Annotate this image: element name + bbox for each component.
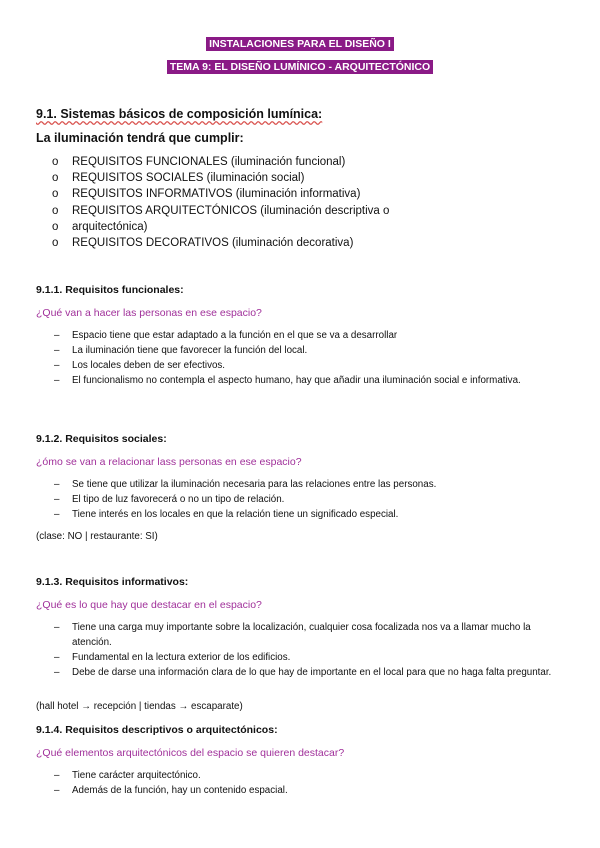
list-item: – Además de la función, hay un contenido espacial.	[54, 785, 288, 796]
section-9-1-subtitle: La iluminación tendrá que cumplir:	[36, 131, 244, 145]
dash-glyph: –	[54, 494, 60, 505]
dash-glyph: –	[54, 345, 60, 356]
dash-glyph: –	[54, 509, 60, 520]
bullet-glyph: o	[52, 156, 59, 168]
list-item: – Se tiene que utilizar la iluminación necesaria para las relaciones entre las personas.	[54, 479, 437, 490]
section-9-1-2-list	[52, 477, 572, 522]
section-9-1-2-title: 9.1.2. Requisitos sociales:	[36, 433, 167, 445]
list-item: – Tiene interés en los locales en que la relación tiene un significado especial.	[54, 509, 399, 520]
course-title: INSTALACIONES PARA EL DISEÑO I	[206, 37, 394, 51]
dash-glyph: –	[54, 375, 60, 386]
dash-glyph: –	[54, 622, 60, 633]
course-title-banner	[0, 38, 600, 50]
list-item: o arquitectónica)	[52, 219, 572, 235]
dash-glyph: –	[54, 479, 60, 490]
bullet-glyph: o	[52, 237, 59, 250]
section-9-1-3-title: 9.1.3. Requisitos informativos:	[36, 576, 189, 588]
bullet-glyph: o	[52, 188, 59, 201]
list-item: – Los locales deben de ser efectivos.	[54, 360, 226, 371]
section-9-1-4-title: 9.1.4. Requisitos descriptivos o arquitectónicos:	[36, 724, 278, 736]
section-9-1-1-title: 9.1.1. Requisitos funcionales:	[36, 284, 184, 296]
section-9-1-1-list	[52, 328, 572, 388]
list-item: o REQUISITOS INFORMATIVOS (iluminación informativa)	[52, 186, 572, 202]
bullet-glyph: o	[52, 220, 59, 233]
list-item: – El funcionalismo no contempla el aspecto humano, hay que añadir una iluminación social e informativa.	[54, 375, 521, 386]
section-9-1-2-note: (clase: NO | restaurante: SI)	[36, 531, 158, 542]
section-9-1-title: 9.1. Sistemas básicos de composición lumínica:	[36, 107, 323, 121]
section-9-1-3-list	[52, 620, 572, 680]
list-item: – Tiene una carga muy importante sobre la localización, cualquier cosa focalizada nos va a llamar mucho la atención.	[54, 622, 531, 648]
topic-title-banner	[0, 61, 600, 73]
dash-glyph: –	[54, 785, 60, 796]
list-item: – La iluminación tiene que favorecer la función del local.	[54, 345, 308, 356]
list-item: o REQUISITOS ARQUITECTÓNICOS (iluminación descriptiva o	[52, 203, 572, 219]
bullet-glyph: o	[52, 172, 59, 185]
list-item: o REQUISITOS FUNCIONALES (iluminación funcional)	[52, 154, 572, 170]
section-9-1-3-question: ¿Qué es lo que hay que destacar en el espacio?	[36, 599, 262, 611]
list-item: – Fundamental en la lectura exterior de los edificios.	[54, 652, 291, 663]
topic-title: TEMA 9: EL DISEÑO LUMÍNICO - ARQUITECTÓNICO	[167, 60, 433, 74]
section-9-1-2-question: ¿ómo se van a relacionar lass personas en ese espacio?	[36, 456, 302, 468]
list-item: – Espacio tiene que estar adaptado a la función en el que se va a desarrollar	[54, 330, 398, 341]
bullet-glyph: o	[52, 204, 59, 217]
dash-glyph: –	[54, 652, 60, 663]
list-item: o REQUISITOS SOCIALES (iluminación social)	[52, 170, 572, 186]
list-item: – Debe de darse una información clara de lo que hay de importante en el local para que no haga falta preguntar.	[54, 667, 552, 678]
list-item: o REQUISITOS DECORATIVOS (iluminación decorativa)	[52, 235, 572, 251]
dash-glyph: –	[54, 667, 60, 678]
section-9-1-4-question: ¿Qué elementos arquitectónicos del espacio se quieren destacar?	[36, 747, 345, 759]
dash-glyph: –	[54, 330, 60, 341]
requirements-list	[52, 154, 572, 251]
dash-glyph: –	[54, 770, 60, 781]
section-9-1-3-note: (hall hotel → recepción | tiendas → escaparate)	[36, 701, 243, 712]
section-9-1-4-list	[52, 768, 572, 798]
list-item: – El tipo de luz favorecerá o no un tipo de relación.	[54, 494, 285, 505]
dash-glyph: –	[54, 360, 60, 371]
section-9-1-1-question: ¿Qué van a hacer las personas en ese espacio?	[36, 307, 262, 319]
list-item: – Tiene carácter arquitectónico.	[54, 770, 201, 781]
